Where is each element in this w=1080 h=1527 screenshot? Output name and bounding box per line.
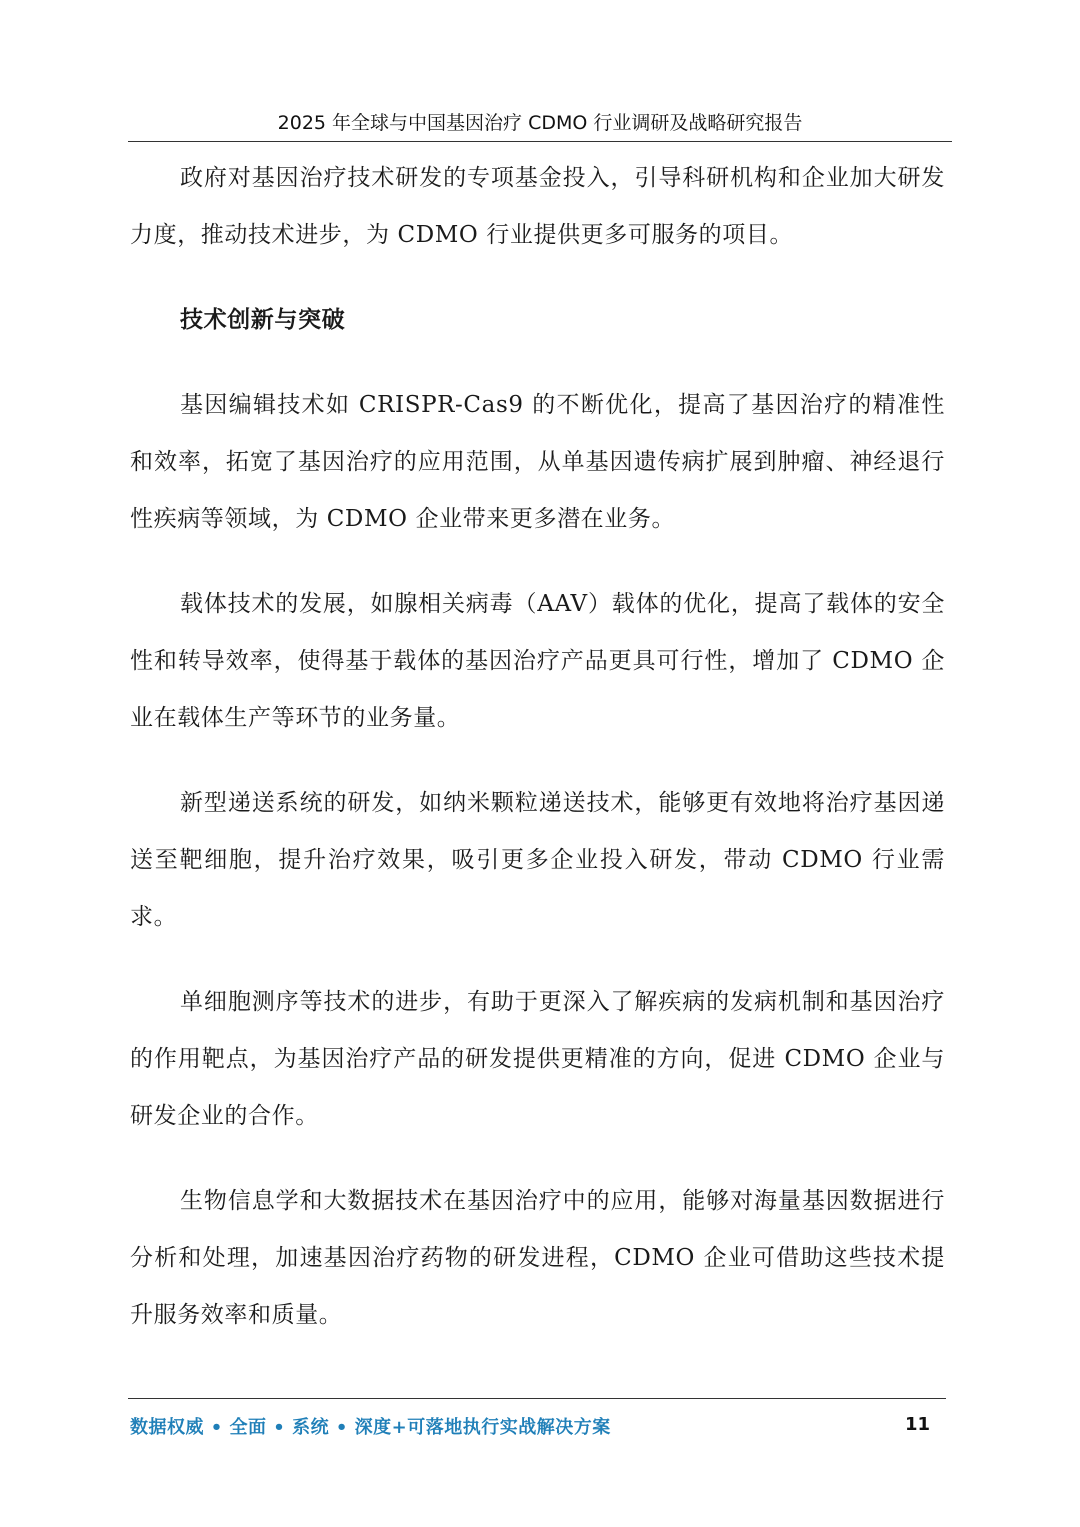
spacer: [130, 264, 945, 292]
header-divider: [128, 141, 952, 142]
body-paragraph: 新型递送系统的研发，如纳米颗粒递送技术，能够更有效地将治疗基因递送至靶细胞，提升治疗效果，吸引更多企业投入研发，带动 CDMO 行业需求。: [130, 790, 945, 930]
body-paragraph: 基因编辑技术如 CRISPR-Cas9 的不断优化，提高了基因治疗的精准性和效率，拓宽了基因治疗的应用范围，从单基因遗传病扩展到肿瘤、神经退行性疾病等领域，为 CDMO 企业带来更多潜在业务。: [130, 392, 945, 532]
spacer: [130, 1145, 945, 1173]
body-paragraph: 单细胞测序等技术的进步，有助于更深入了解疾病的发病机制和基因治疗的作用靶点，为基因治疗产品的研发提供更精准的方向，促进 CDMO 企业与研发企业的合作。: [130, 989, 945, 1129]
page-number: 11: [904, 1414, 930, 1435]
spacer: [130, 349, 945, 377]
footer-divider: [128, 1398, 946, 1399]
spacer: [130, 946, 945, 974]
spacer: [130, 747, 945, 775]
report-title: 2025 年全球与中国基因治疗 CDMO 行业调研及战略研究报告: [277, 112, 803, 134]
section-heading: 技术创新与突破: [180, 307, 346, 333]
footer-slogan: 数据权威 • 全面 • 系统 • 深度+可落地执行实战解决方案: [130, 1417, 611, 1438]
page-content: [130, 150, 945, 1344]
body-paragraph: 载体技术的发展，如腺相关病毒（AAV）载体的优化，提高了载体的安全性和转导效率，使得基于载体的基因治疗产品更具可行性，增加了 CDMO 企业在载体生产等环节的业务量。: [130, 591, 945, 731]
body-paragraph: 生物信息学和大数据技术在基因治疗中的应用，能够对海量基因数据进行分析和处理，加速基因治疗药物的研发进程，CDMO 企业可借助这些技术提升服务效率和质量。: [130, 1188, 945, 1328]
intro-paragraph: 政府对基因治疗技术研发的专项基金投入，引导科研机构和企业加大研发力度，推动技术进步，为 CDMO 行业提供更多可服务的项目。: [130, 165, 945, 248]
spacer: [130, 548, 945, 576]
